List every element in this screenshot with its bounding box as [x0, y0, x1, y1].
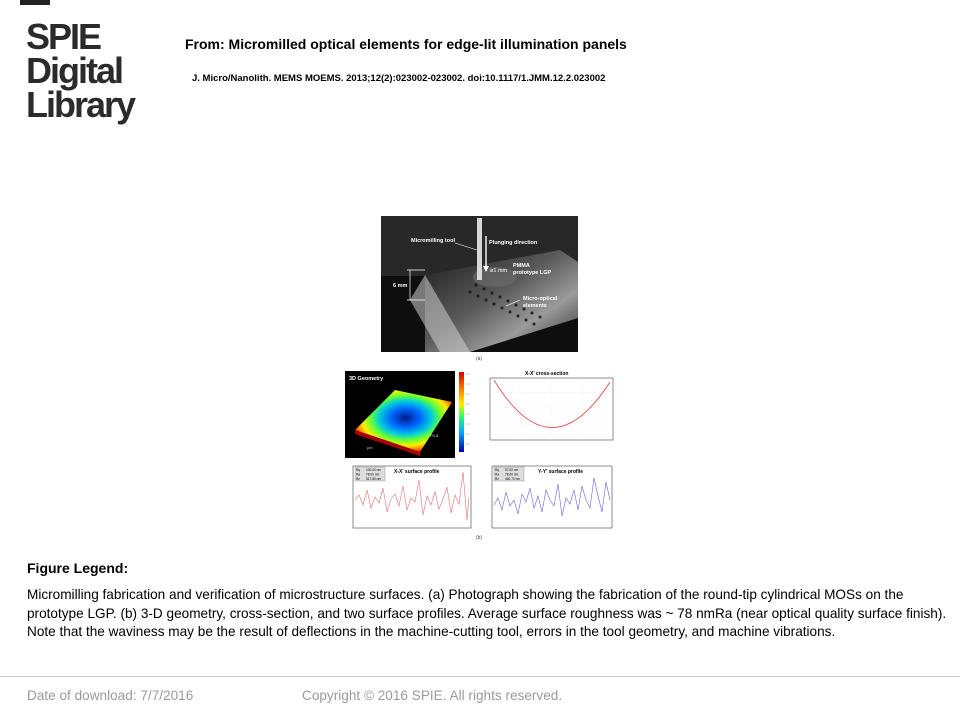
- cross-section-panel: [490, 371, 613, 440]
- photo-label-direction: Plunging direction: [489, 240, 538, 246]
- profile-y-stat2-value: 78.00 nm: [505, 472, 519, 477]
- photo-label-elements: elements: [523, 303, 547, 309]
- profile-x-stat3-name: Rz: [356, 477, 360, 481]
- photo-label-lgp: prototype LGP: [513, 270, 552, 276]
- logo-line-3: Library: [26, 84, 135, 125]
- profile-x-stat2-value: 78.00 nm: [366, 472, 380, 477]
- profile-y-stat2-name: Ra: [495, 472, 500, 477]
- caption-b: (b): [476, 535, 483, 541]
- article-citation[interactable]: J. Micro/Nanolith. MEMS MOEMS. 2013;12(2):023002-023002. doi:10.1117/1.JMM.12.2.023002: [192, 73, 606, 84]
- copyright-notice: Copyright © 2016 SPIE. All rights reserved.: [302, 688, 563, 703]
- caption-a: (a): [476, 356, 483, 362]
- cross-section-title: X-X' cross-section: [525, 371, 569, 377]
- geometry-size-label: P0.8: [430, 433, 439, 438]
- photo-label-height: 6 mm: [393, 283, 408, 289]
- download-date: Date of download: 7/7/2016: [27, 688, 194, 703]
- profile-x-stat2-name: Ra: [356, 472, 361, 477]
- profile-x-stat3-value: 517.80 nm: [366, 477, 382, 481]
- article-title: From: Micromilled optical elements for edge-lit illumination panels: [185, 36, 627, 52]
- photo-label-diameter: ø1 mm: [490, 268, 508, 274]
- figure-legend-text: Micromilling fabrication and verification of microstructure surfaces. (a) Photograph showing the fabrication of the round-tip cylindrical MOSs on the prototype LGP. (b) 3-D geometry, cross-section, and two surface profiles. Average surface roughness was ~ 78 nmRa (near optical quality surface finish). Note that the waviness may be the result of deflections in the machine-cutting tool, errors in the tool geometry, and machine vibrations.: [27, 587, 947, 639]
- profile-x-stat1-value: 100.00 nm: [366, 468, 382, 472]
- color-scale-bar: [459, 372, 464, 452]
- geometry-panel: [345, 371, 470, 458]
- photo-panel-a: [381, 216, 578, 362]
- micromilling-tool-shank: [477, 218, 482, 280]
- profile-y-stat3-value: 460.70 nm: [505, 477, 521, 481]
- logo-line-1: SPIE: [26, 16, 101, 57]
- footer-divider: [0, 676, 960, 677]
- profile-x-stat1-name: Rq: [356, 468, 361, 472]
- photo-label-tool: Micromilling tool: [411, 238, 455, 244]
- figure-legend-heading: Figure Legend:: [27, 560, 129, 576]
- profile-x-panel: [353, 466, 471, 528]
- geometry-unit: µm: [367, 445, 373, 450]
- geometry-title: 3D Geometry: [349, 376, 384, 382]
- profile-y-stat1-value: 97.00 nm: [505, 468, 519, 472]
- profile-x-title: X-X' surface profile: [394, 469, 440, 475]
- profile-y-title: Y-Y' surface profile: [538, 469, 584, 475]
- photo-label-micro: Micro-optical: [523, 296, 558, 302]
- profile-y-stat3-name: Rz: [495, 477, 499, 481]
- profile-y-stat1-name: Rq: [495, 468, 500, 472]
- photo-label-pmma: PMMA: [513, 263, 530, 269]
- logo-line-2: Digital: [26, 50, 123, 91]
- cross-section-frame: [490, 378, 613, 440]
- profile-y-panel: [476, 466, 612, 541]
